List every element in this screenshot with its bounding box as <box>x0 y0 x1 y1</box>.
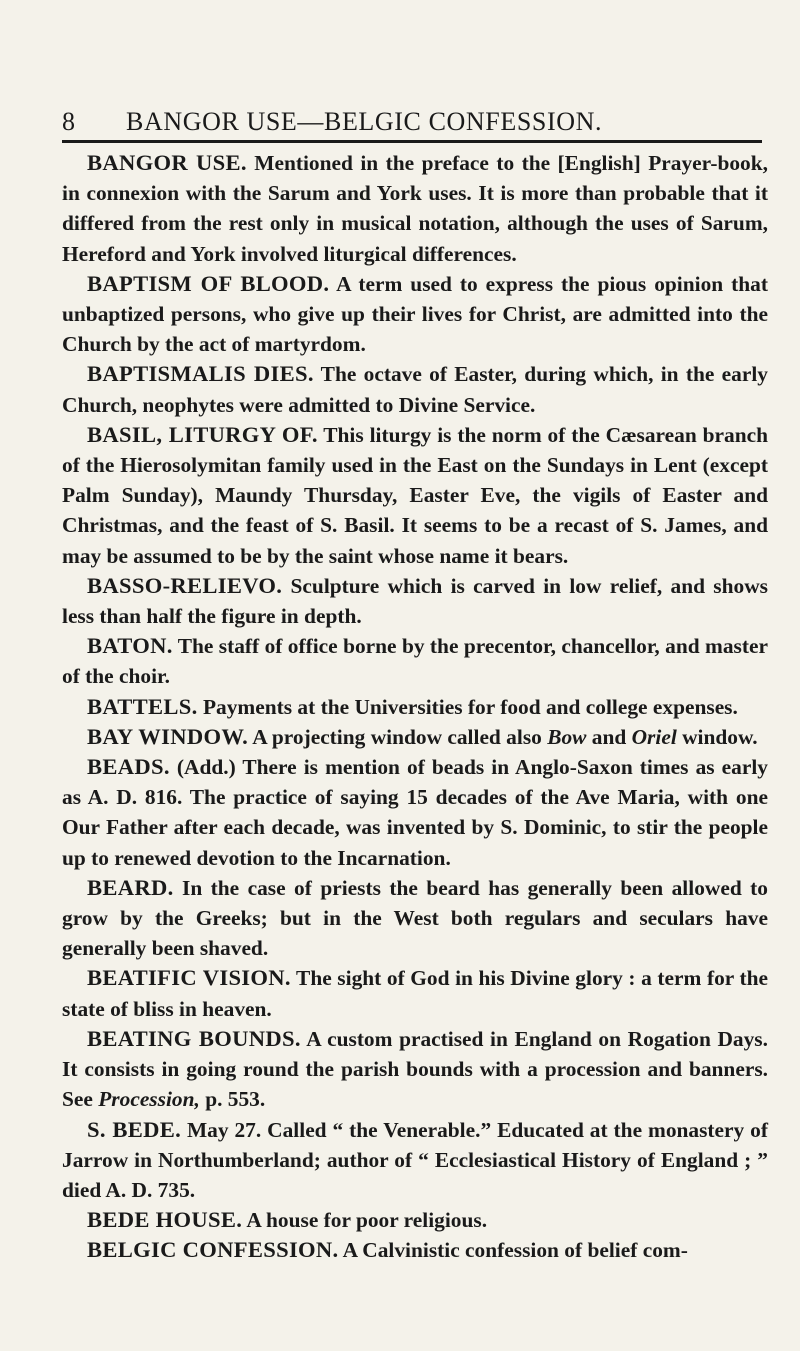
entry-italic: Procession, <box>98 1087 200 1112</box>
entry-belgic-confession <box>62 1235 768 1265</box>
entry-term: S. BEDE. <box>87 1116 182 1142</box>
entry-s-bede <box>62 1115 768 1206</box>
entry-text: May 27. Called “ the Venerable.” Educated at the monastery of Jarrow in Northumberland; author of “ Ecclesiastical History of England ; ” died A. D. 735. <box>62 1117 768 1202</box>
running-head: BANGOR USE—BELGIC CONFESSION. <box>126 107 603 136</box>
entry-text: p. 553. <box>199 1087 266 1112</box>
entry-term: BEARD. <box>87 874 174 900</box>
entry-text: A Calvinistic confession of belief com- <box>338 1238 688 1263</box>
entry-battels <box>62 692 768 722</box>
entry-beads <box>62 752 768 873</box>
entry-italic: Bow <box>547 724 587 749</box>
entry-text: The sight of God in his Divine glory : a term for the state of bliss in heaven. <box>62 966 768 1021</box>
entry-term: BAY WINDOW. <box>87 723 249 749</box>
entry-text: A term used to express the pious opinion that unbaptized persons, who give up their lives for Christ, are admitted into the Church by the act of martyrdom. <box>62 271 768 357</box>
dictionary-entries <box>62 148 768 1266</box>
entry-bede-house <box>62 1205 768 1235</box>
entry-text: A projecting window called also <box>248 724 548 749</box>
entry-basso-relievo <box>62 571 768 631</box>
entry-bangor-use <box>62 148 768 269</box>
entry-baton <box>62 631 768 691</box>
entry-term: BANGOR USE. <box>87 150 247 175</box>
entry-term: BATTELS. <box>87 693 198 719</box>
entry-text: Payments at the Universities for food and college expenses. <box>197 694 738 719</box>
entry-term: BEATING BOUNDS. <box>87 1025 301 1051</box>
entry-beard <box>62 873 768 964</box>
entry-text: Mentioned in the preface to the [English] Prayer-book, in connexion with the Sarum and York uses. It is more than probable that it differed from the rest only in musical notation, although the uses of Sarum, Hereford and York involved liturgical differences. <box>62 151 768 266</box>
entry-term: BATON. <box>87 633 173 659</box>
entry-italic: Oriel <box>631 724 677 749</box>
entry-text: and <box>586 724 632 749</box>
page-number: 8 <box>62 107 76 136</box>
entry-term: BASIL, LITURGY OF. <box>87 421 318 447</box>
entry-term: BAPTISM OF BLOOD. <box>87 270 330 296</box>
entry-text: The octave of Easter, during which, in the early Church, neophytes were admitted to Divine Service. <box>62 362 768 417</box>
entry-text: In the case of priests the beard has generally been allowed to grow by the Greeks; but in the West both regulars and seculars have generally been shaved. <box>62 875 768 961</box>
entry-basil-liturgy <box>62 420 768 571</box>
entry-text: Sculpture which is carved in low relief, and shows less than half the figure in depth. <box>62 573 768 629</box>
entry-text: A house for poor religious. <box>242 1208 488 1233</box>
entry-term: BEATIFIC VISION. <box>87 965 291 991</box>
entry-term: BASSO-RELIEVO. <box>87 572 283 598</box>
entry-term: BAPTISMALIS DIES. <box>87 361 314 387</box>
entry-text: This liturgy is the norm of the Cæsarean branch of the Hierosolymitan family used in the East on the Sundays in Lent (except Palm Sunday), Maundy Thursday, Easter Eve, the vigils of Easter and Christmas, and the feast of S. Basil. It seems to be a recast of S. James, and may be assumed to be by the saint whose name it bears. <box>62 422 768 568</box>
entry-term: BELGIC CONFESSION. <box>87 1237 339 1263</box>
entry-text: (Add.) There is mention of beads in Anglo-Saxon times as early as A. D. 816. The practice of saying 15 decades of the Ave Maria, with one Our Father after each decade, was invented by S. Dominic, to stir the people up to renewed devotion to the Incarnation. <box>62 755 768 870</box>
entry-text: window. <box>676 724 758 749</box>
entry-term: BEDE HOUSE. <box>87 1207 243 1233</box>
entry-baptismalis-dies <box>62 359 768 419</box>
header-rule <box>62 140 762 143</box>
entry-text: The staff of office borne by the precentor, chancellor, and master of the choir. <box>62 634 768 689</box>
entry-beatific-vision <box>62 963 768 1023</box>
entry-text: A custom practised in England on Rogation Days. It consists in going round the parish bounds with a procession and banners. See <box>62 1026 768 1112</box>
page-header <box>0 0 800 150</box>
entry-term: BEADS. <box>87 754 170 780</box>
entry-bay-window <box>62 722 768 752</box>
entry-beating-bounds <box>62 1024 768 1115</box>
entry-baptism-of-blood <box>62 269 768 360</box>
